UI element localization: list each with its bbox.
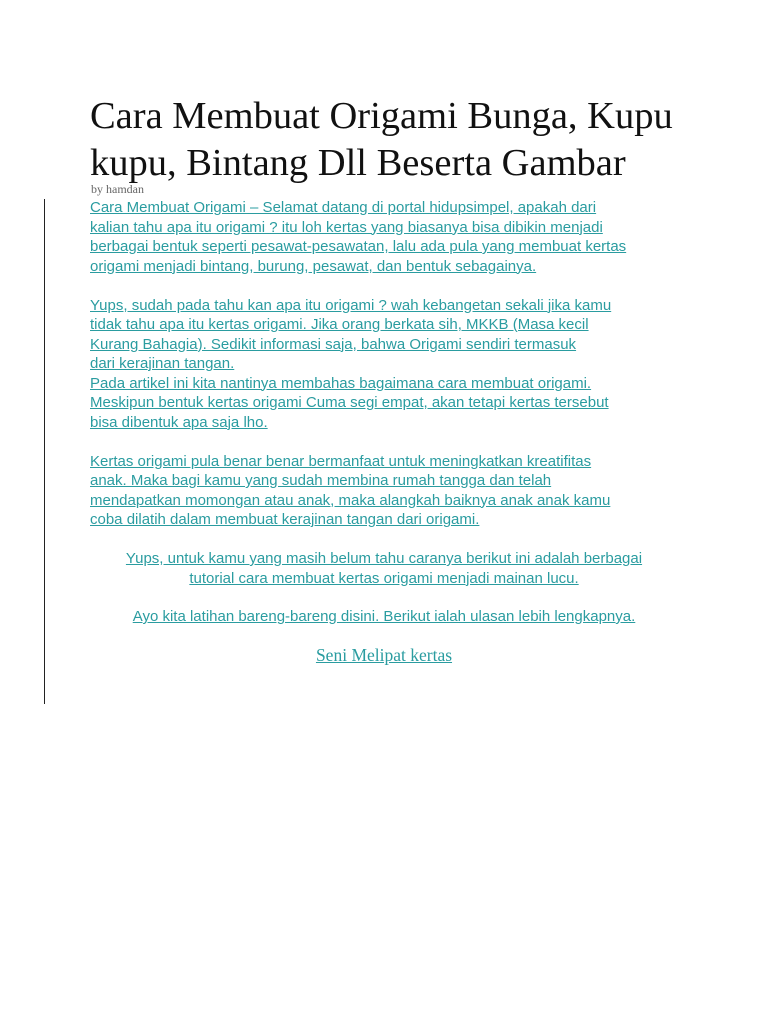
title-line-2: kupu, Bintang Dll Beserta Gambar bbox=[90, 142, 626, 184]
paragraph-benefits-line-1[interactable]: Kertas origami pula benar benar bermanfaat untuk meningkatkan kreatifitas bbox=[90, 452, 592, 470]
paragraph-tutorial-intro-line-1[interactable]: Yups, untuk kamu yang masih belum tahu caranya berikut ini adalah berbagai bbox=[125, 550, 643, 567]
paragraph-origami-info-line-2[interactable]: tidak tahu apa itu kertas origami. Jika orang berkata sih, MKKB (Masa kecil bbox=[90, 316, 589, 333]
byline: by hamdan bbox=[91, 182, 144, 196]
paragraph-origami-info-line-3[interactable]: Kurang Bahagia). Sedikit informasi saja, bahwa Origami sendiri termasuk bbox=[90, 335, 577, 353]
paragraph-benefits-line-2[interactable]: anak. Maka bagi kamu yang sudah membina rumah tangga dan telah bbox=[90, 472, 552, 489]
paragraph-benefits-line-4[interactable]: coba dilatih dalam membuat kerajinan tangan dari origami. bbox=[90, 511, 480, 528]
paragraph-article-purpose bbox=[90, 374, 690, 433]
paragraph-lets-practice bbox=[90, 607, 678, 627]
title-line-1: Cara Membuat Origami Bunga, Kupu bbox=[90, 95, 673, 137]
left-margin-rule bbox=[44, 199, 45, 704]
paragraph-article-purpose-line-2[interactable]: Meskipun bentuk kertas origami Cuma segi empat, akan tetapi kertas tersebut bbox=[90, 394, 609, 411]
paragraph-tutorial-intro bbox=[90, 549, 678, 588]
paragraph-origami-info bbox=[90, 296, 690, 374]
paragraph-intro-line-4[interactable]: origami menjadi bintang, burung, pesawat, dan bentuk sebagainya. bbox=[90, 257, 537, 275]
paragraph-intro-line-2[interactable]: kalian tahu apa itu origami ? itu loh kertas yang biasanya bisa dibikin menjadi bbox=[90, 218, 603, 236]
article-body bbox=[90, 198, 690, 665]
paragraph-benefits-line-3[interactable]: mendapatkan momongan atau anak, maka alangkah baiknya anak anak kamu bbox=[90, 491, 611, 509]
section-subheading[interactable]: Seni Melipat kertas bbox=[315, 644, 453, 665]
paragraph-intro-line-3[interactable]: berbagai bentuk seperti pesawat-pesawatan, lalu ada pula yang membuat kertas bbox=[90, 238, 627, 255]
paragraph-article-purpose-line-3[interactable]: bisa dibentuk apa saja lho. bbox=[90, 413, 268, 431]
paragraph-origami-info-line-4[interactable]: dari kerajinan tangan. bbox=[90, 355, 235, 372]
paragraph-tutorial-intro-line-2[interactable]: tutorial cara membuat kertas origami menjadi mainan lucu. bbox=[189, 569, 579, 587]
paragraph-origami-info-line-1[interactable]: Yups, sudah pada tahu kan apa itu origami ? wah kebangetan sekali jika kamu bbox=[90, 296, 612, 314]
paragraph-intro-line-1[interactable]: Cara Membuat Origami – Selamat datang di portal hidupsimpel, apakah dari bbox=[90, 199, 597, 216]
paragraph-article-purpose-line-1[interactable]: Pada artikel ini kita nantinya membahas bagaimana cara membuat origami. bbox=[90, 374, 592, 392]
paragraph-lets-practice-line[interactable]: Ayo kita latihan bareng-bareng disini. Berikut ialah ulasan lebih lengkapnya. bbox=[132, 608, 636, 625]
paragraph-benefits bbox=[90, 452, 690, 530]
article-title bbox=[90, 93, 730, 187]
paragraph-intro bbox=[90, 198, 690, 276]
